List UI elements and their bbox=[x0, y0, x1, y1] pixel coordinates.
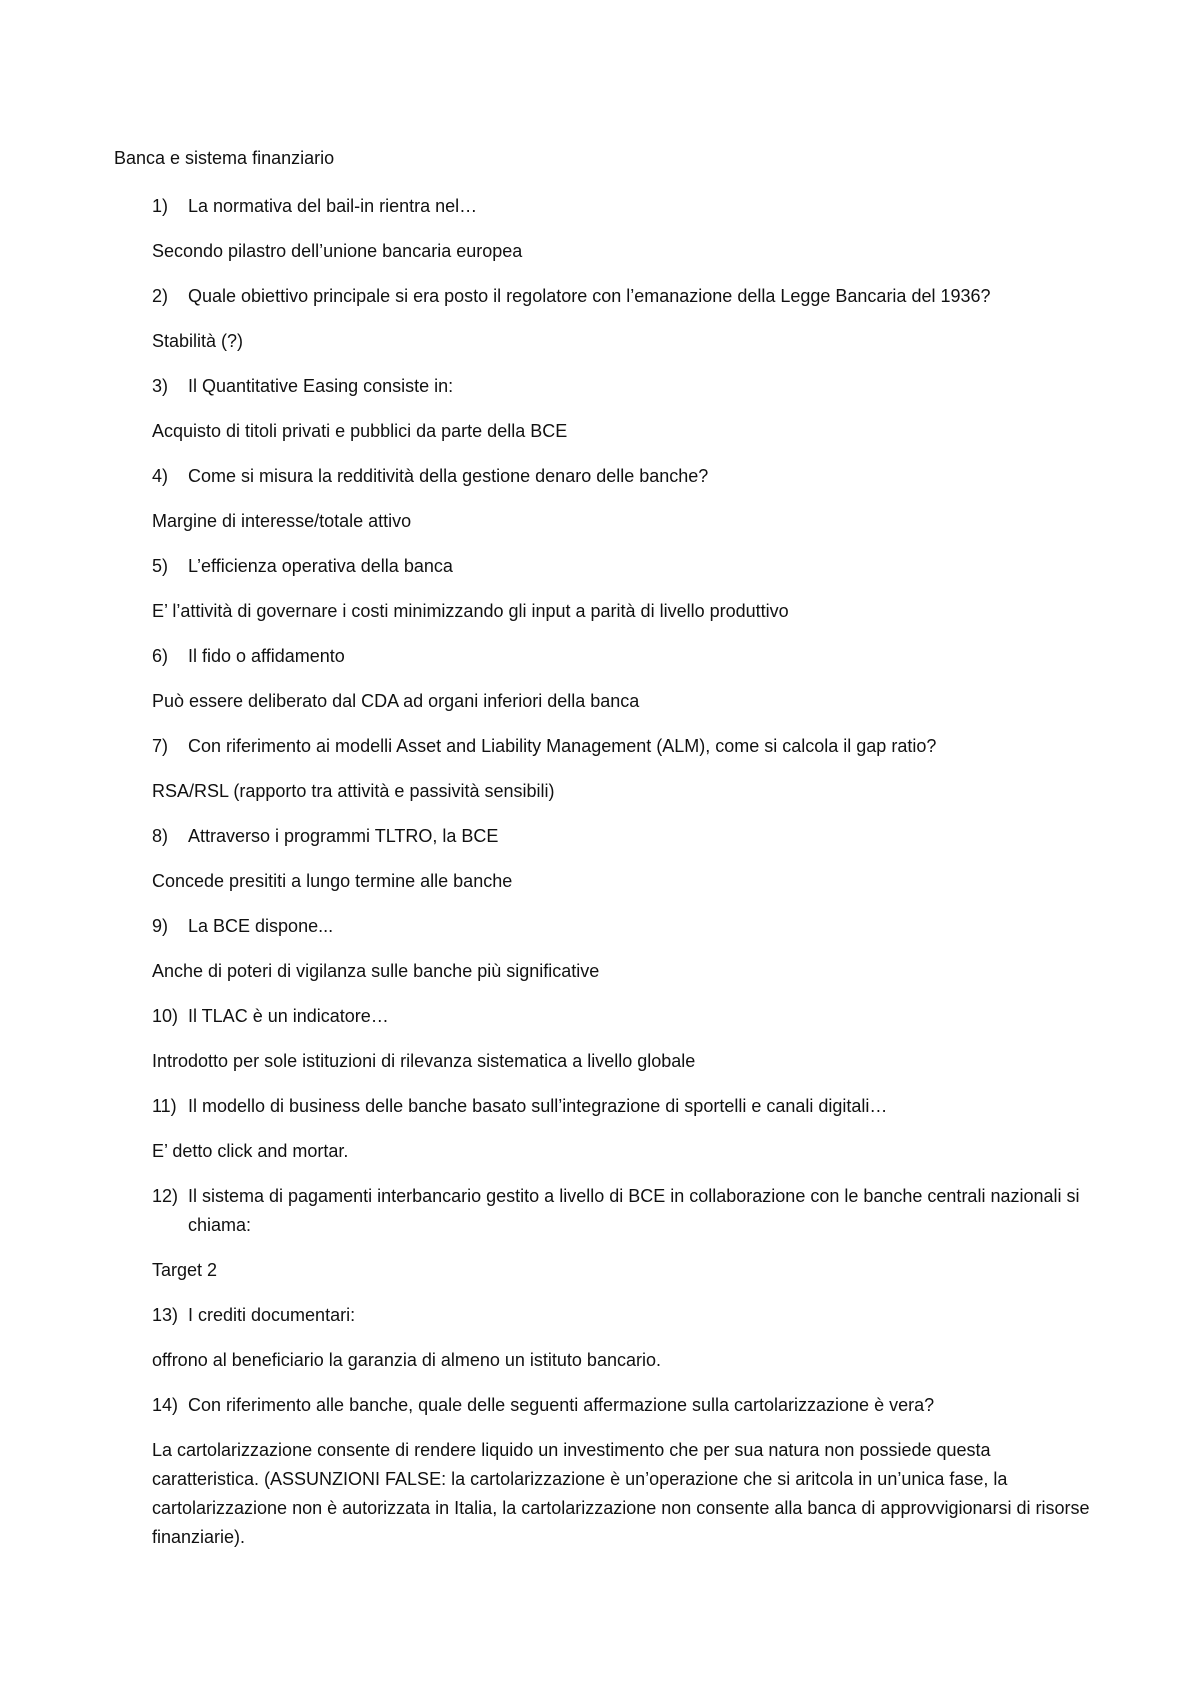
qa-item bbox=[152, 1391, 1092, 1552]
answer-text: Secondo pilastro dell’unione bancaria europea bbox=[152, 241, 523, 261]
answer-text: offrono al beneficiario la garanzia di almeno un istituto bancario. bbox=[152, 1350, 661, 1370]
question-text: I crediti documentari: bbox=[188, 1305, 356, 1325]
document-title: Banca e sistema finanziario bbox=[114, 148, 335, 168]
question-text: Quale obiettivo principale si era posto il regolatore con l’emanazione della Legge Bancaria del 1936? bbox=[188, 286, 991, 306]
question-number: 8) bbox=[152, 826, 169, 846]
answer-text: Margine di interesse/totale attivo bbox=[152, 511, 412, 531]
question-number: 2) bbox=[152, 286, 169, 306]
question-text: Il modello di business delle banche basato sull’integrazione di sportelli e canali digitali… bbox=[188, 1096, 888, 1116]
qa-item bbox=[152, 462, 1092, 536]
answer-text: Target 2 bbox=[152, 1260, 218, 1280]
answer-text: Introdotto per sole istituzioni di rilevanza sistematica a livello globale bbox=[152, 1051, 696, 1071]
question-text: Il sistema di pagamenti interbancario gestito a livello di BCE in collaborazione con le banche centrali nazionali si chiama: bbox=[188, 1186, 1080, 1235]
question-text: La BCE dispone... bbox=[188, 916, 334, 936]
answer-text: Stabilità (?) bbox=[152, 331, 244, 351]
question-text: Come si misura la redditività della gestione denaro delle banche? bbox=[188, 466, 709, 486]
qa-item bbox=[152, 1092, 1092, 1166]
question bbox=[152, 372, 1092, 401]
question-number: 6) bbox=[152, 646, 169, 666]
qa-item bbox=[152, 192, 1092, 266]
question-number: 3) bbox=[152, 376, 169, 396]
question bbox=[152, 1391, 1092, 1420]
question-text: L’efficienza operativa della banca bbox=[188, 556, 453, 576]
question bbox=[152, 1182, 1092, 1240]
answer-text: E’ l’attività di governare i costi minimizzando gli input a parità di livello produttivo bbox=[152, 601, 789, 621]
answer-text: Può essere deliberato dal CDA ad organi inferiori della banca bbox=[152, 691, 640, 711]
answer-text: RSA/RSL (rapporto tra attività e passività sensibili) bbox=[152, 781, 555, 801]
question-text: Attraverso i programmi TLTRO, la BCE bbox=[188, 826, 499, 846]
question-number: 14) bbox=[152, 1395, 179, 1415]
question-number: 5) bbox=[152, 556, 169, 576]
question-text: Il Quantitative Easing consiste in: bbox=[188, 376, 454, 396]
question-number: 10) bbox=[152, 1006, 179, 1026]
qa-item bbox=[152, 642, 1092, 716]
question-text: Il fido o affidamento bbox=[188, 646, 345, 666]
qa-item bbox=[152, 1182, 1092, 1285]
qa-item bbox=[152, 282, 1092, 356]
question-number: 1) bbox=[152, 196, 169, 216]
qa-item bbox=[152, 552, 1092, 626]
question-number: 7) bbox=[152, 736, 169, 756]
answer-text: E’ detto click and mortar. bbox=[152, 1141, 349, 1161]
qa-item bbox=[152, 1301, 1092, 1375]
question-text: La normativa del bail-in rientra nel… bbox=[188, 196, 478, 216]
question bbox=[152, 1002, 1092, 1031]
question-number: 9) bbox=[152, 916, 169, 936]
question bbox=[152, 192, 1092, 221]
question-text: Il TLAC è un indicatore… bbox=[188, 1006, 389, 1026]
answer-text: La cartolarizzazione consente di rendere liquido un investimento che per sua natura non possiede questa caratteristica. (ASSUNZIONI FALSE: la cartolarizzazione è un’operazione che si aritcola in un’unica fase, la cartolarizzazione non è autorizzata in Italia, la cartolarizzazione non consente alla banca di approvvigionarsi di risorse finanziarie). bbox=[152, 1440, 1090, 1547]
qa-item bbox=[152, 732, 1092, 806]
question-number: 4) bbox=[152, 466, 169, 486]
question-list bbox=[152, 192, 1092, 1568]
question-number: 13) bbox=[152, 1305, 179, 1325]
question bbox=[152, 282, 1092, 311]
question bbox=[152, 642, 1092, 671]
question bbox=[152, 552, 1092, 581]
question bbox=[152, 822, 1092, 851]
qa-item bbox=[152, 1002, 1092, 1076]
qa-item bbox=[152, 822, 1092, 896]
question bbox=[152, 462, 1092, 491]
answer-text: Concede presititi a lungo termine alle banche bbox=[152, 871, 513, 891]
question-text: Con riferimento ai modelli Asset and Liability Management (ALM), come si calcola il gap ratio? bbox=[188, 736, 937, 756]
question-number: 11) bbox=[152, 1096, 177, 1116]
question bbox=[152, 912, 1092, 941]
question-number: 12) bbox=[152, 1186, 179, 1206]
answer-text: Anche di poteri di vigilanza sulle banche più significative bbox=[152, 961, 600, 981]
qa-item bbox=[152, 912, 1092, 986]
answer-text: Acquisto di titoli privati e pubblici da parte della BCE bbox=[152, 421, 568, 441]
question-text: Con riferimento alle banche, quale delle seguenti affermazione sulla cartolarizzazione è vera? bbox=[188, 1395, 935, 1415]
question bbox=[152, 732, 1092, 761]
qa-item bbox=[152, 372, 1092, 446]
question bbox=[152, 1092, 1092, 1121]
question bbox=[152, 1301, 1092, 1330]
